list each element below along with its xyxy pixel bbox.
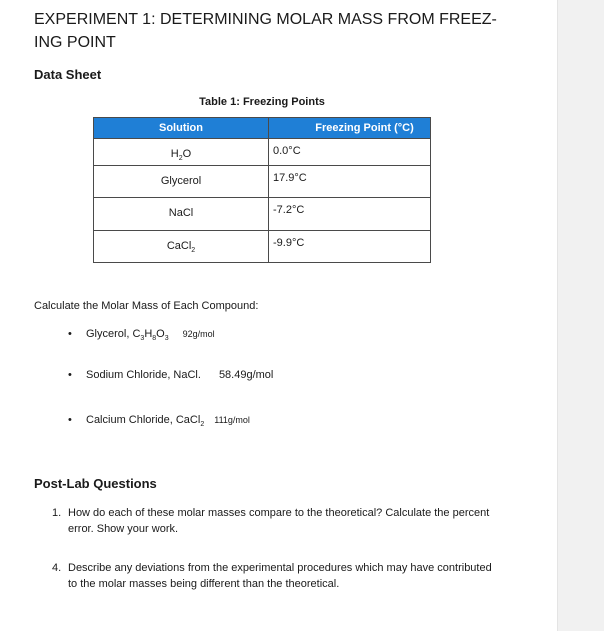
bullet-icon: • <box>68 369 72 381</box>
freezing-point-cell: 0.0°C <box>269 139 431 166</box>
table-row <box>94 139 431 166</box>
cacl2-answer: 111g/mol <box>214 415 250 425</box>
question-text: How do each of these molar masses compare to the theoretical? Calculate the percent error. Show your work. <box>68 507 490 535</box>
bullet-icon: • <box>68 328 72 340</box>
column-header-freezing-point: Freezing Point (°C) <box>269 118 431 139</box>
list-item: • Calcium Chloride, CaCl$_2$ 111g/mol <box>68 414 250 429</box>
data-sheet-heading: Data Sheet <box>34 67 102 82</box>
vertical-scrollbar[interactable] <box>557 0 604 631</box>
solution-cell: Glycerol <box>94 166 269 198</box>
table-row <box>94 198 431 231</box>
nacl-answer: 58.49g/mol <box>218 369 274 381</box>
freezing-point-cell: -7.2°C <box>269 198 431 231</box>
column-header-solution: Solution <box>94 118 269 139</box>
solution-cell: $H_2O$ <box>94 139 269 166</box>
page-title: EXPERIMENT 1: DETERMINING MOLAR MASS FROM FREEZ-ING POINT <box>34 11 497 51</box>
table-row <box>94 231 431 263</box>
list-item: • Glycerol, $C_3H_8O_3$ 92g/mol <box>68 328 215 343</box>
freezing-point-cell: -9.9°C <box>269 231 431 263</box>
glycerol-answer: 92g/mol <box>182 329 215 339</box>
question-item <box>52 560 492 592</box>
table-row <box>94 166 431 198</box>
calc-prompt: Calculate the Molar Mass of Each Compound: <box>34 300 259 312</box>
table-caption: Table 1: Freezing Points <box>199 96 325 108</box>
solution-cell: NaCl <box>94 198 269 231</box>
question-item <box>52 505 492 537</box>
question-number: 4. <box>52 562 62 574</box>
question-text: Describe any deviations from the experimental procedures which may have contributed to the molar masses being different than the theoretical. <box>68 562 492 590</box>
list-item: • Sodium Chloride, NaCl. 58.49g/mol <box>68 369 274 381</box>
post-lab-heading: Post-Lab Questions <box>34 476 157 491</box>
solution-cell: CaCl$_2$ <box>94 231 269 263</box>
bullet-icon: • <box>68 414 72 426</box>
table-header-row <box>94 118 431 139</box>
question-number: 1. <box>52 507 62 519</box>
freezing-points-table <box>93 117 431 263</box>
freezing-point-cell: 17.9°C <box>269 166 431 198</box>
